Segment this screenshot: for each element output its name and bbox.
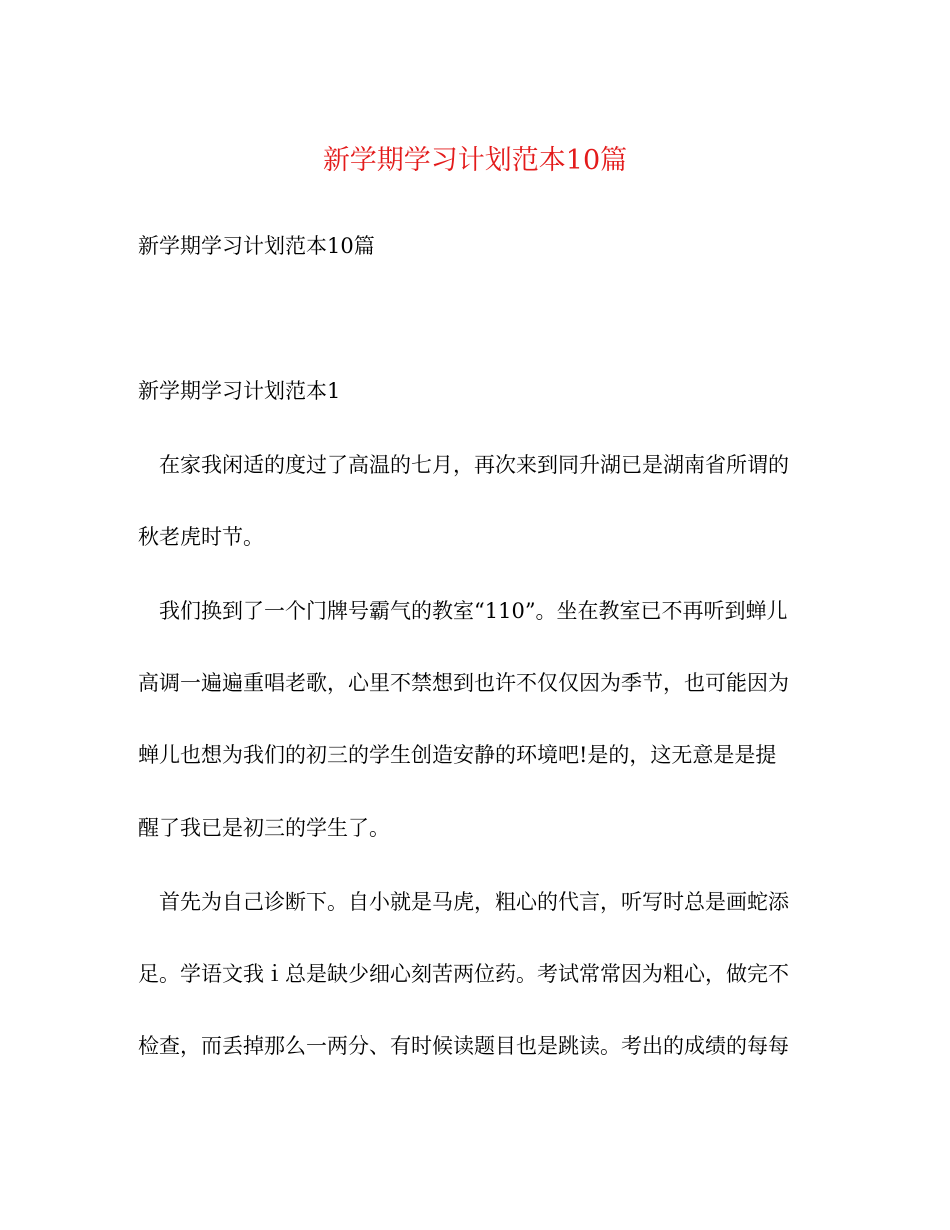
paragraph-line: 在家我闲适的度过了高温的七月，再次来到同升湖已是湖南省所谓的 [138, 453, 789, 477]
paragraph-line: 醒了我已是初三的学生了。 [138, 816, 390, 840]
paragraph-line: 蝉儿也想为我们的初三的学生创造安静的环境吧!是的，这无意是是提 [138, 743, 777, 767]
paragraph-line: 足。学语文我ｉ总是缺少细心刻苦两位药。考试常常因为粗心，做完不 [138, 962, 789, 986]
paragraph-line: 秋老虎时节。 [138, 525, 264, 549]
document-title: 新学期学习计划范本10篇 [322, 145, 628, 176]
document-subtitle: 新学期学习计划范本10篇 [138, 234, 375, 258]
section-heading: 新学期学习计划范本1 [138, 379, 341, 403]
paragraph-line: 检查，而丢掉那么一两分、有时候读题目也是跳读。考出的成绩的每每 [138, 1034, 789, 1058]
paragraph-line: 我们换到了一个门牌号霸气的教室“110”。坐在教室已不再听到蝉儿 [138, 599, 788, 623]
paragraph-line: 首先为自己诊断下。自小就是马虎，粗心的代言，听写时总是画蛇添 [138, 890, 789, 914]
paragraph-line: 高调一遍遍重唱老歌，心里不禁想到也许不仅仅因为季节，也可能因为 [138, 671, 789, 695]
